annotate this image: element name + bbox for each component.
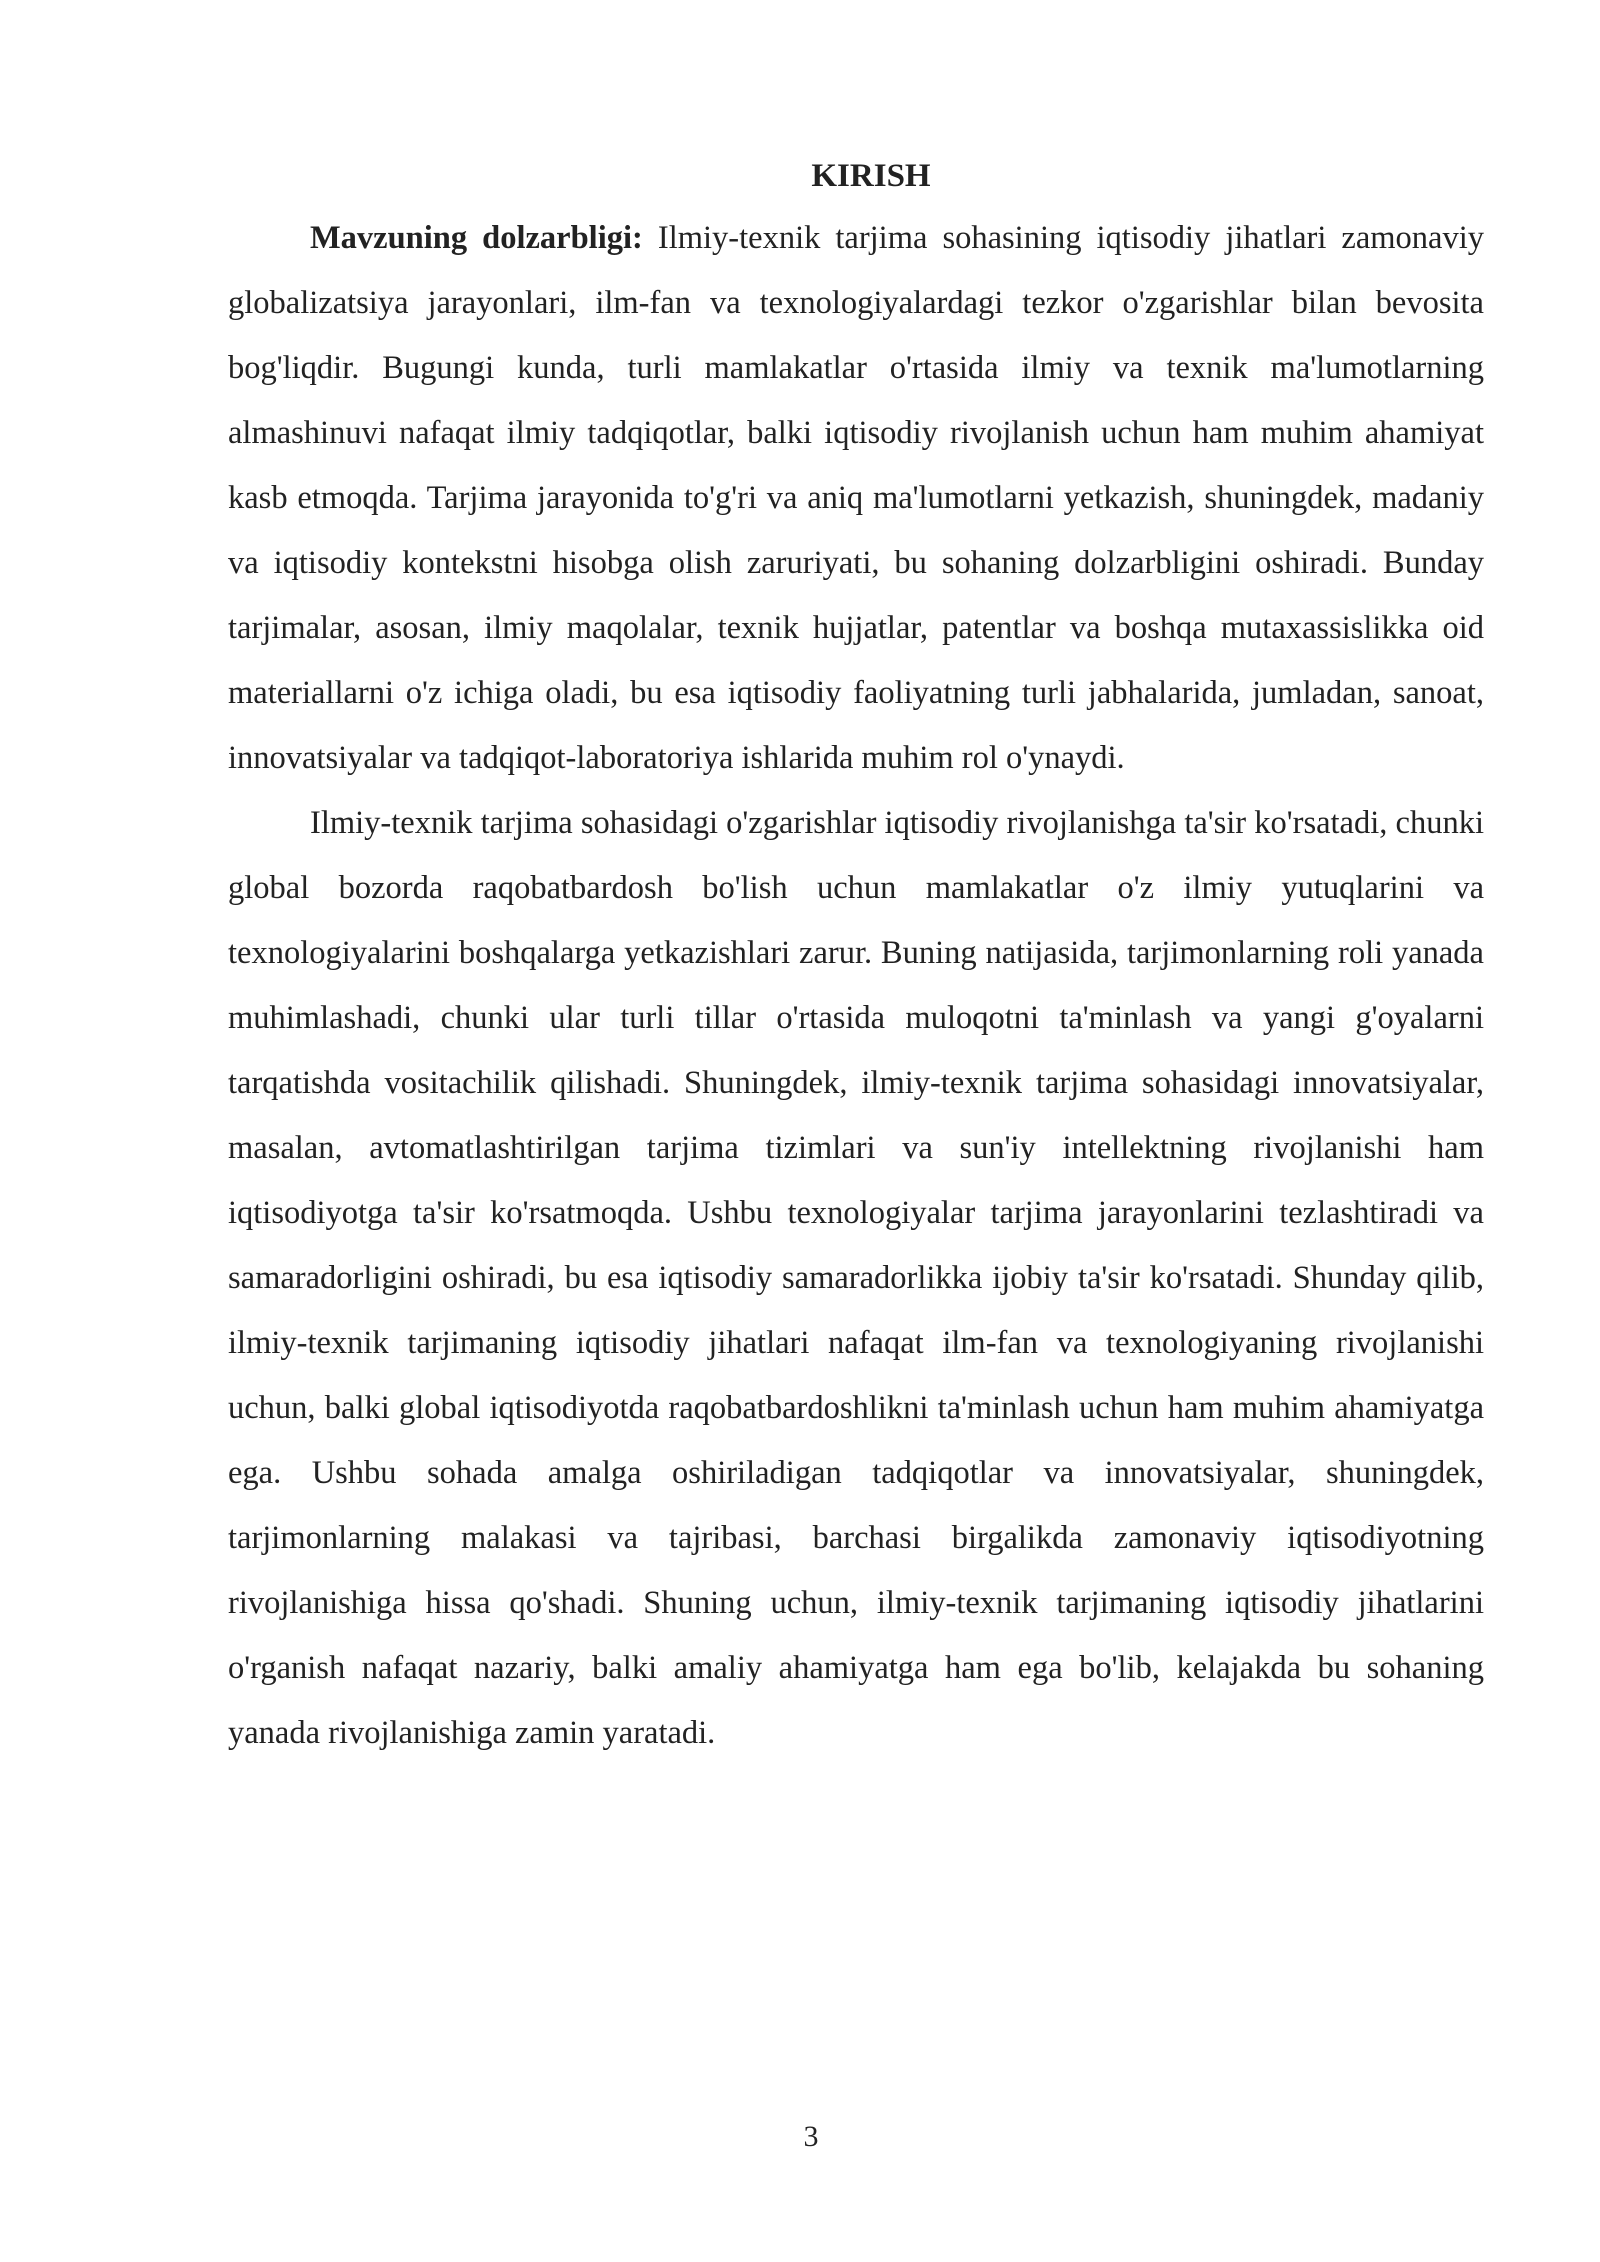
page-content xyxy=(228,146,1484,1766)
paragraph-lead: Mavzuning dolzarbligi: xyxy=(310,220,643,256)
paragraph-text: Ilmiy-texnik tarjima sohasining iqtisodiy jihatlari zamonaviy globalizatsiya jarayonlari, ilm-fan va texnologiyalardagi tezkor o'zgarishlar bilan bevosita bog'liqdir. Bugungi kunda, turli mamlakatlar o'rtasida ilmiy va texnik ma'lumotlarning almashinuvi nafaqat ilmiy tadqiqotlar, balki iqtisodiy rivojlanish uchun ham muhim ahamiyat kasb etmoqda. Tarjima jarayonida to'g'ri va aniq ma'lumotlarni yetkazish, shuningdek, madaniy va iqtisodiy kontekstni hisobga olish zaruriyati, bu sohaning dolzarbligini oshiradi. Bunday tarjimalar, asosan, ilmiy maqolalar, texnik hujjatlar, patentlar va boshqa mutaxassislikka oid materiallarni o'z ichiga oladi, bu esa iqtisodiy faoliyatning turli jabhalarida, jumladan, sanoat, innovatsiyalar va tadqiqot-laboratoriya ishlarida muhim rol o'ynaydi. xyxy=(228,220,1485,776)
paragraph-relevance xyxy=(228,206,1484,791)
paragraph-text: Ilmiy-texnik tarjima sohasidagi o'zgarishlar iqtisodiy rivojlanishga ta'sir ko'rsatadi, chunki global bozorda raqobatbardosh bo'lish uchun mamlakatlar o'z ilmiy yutuqlarini va texnologiyalarini boshqalarga yetkazishlari zarur. Buning natijasida, tarjimonlarning roli yanada muhimlashadi, chunki ular turli tillar o'rtasida muloqotni ta'minlash va yangi g'oyalarni tarqatishda vositachilik qilishadi. Shuningdek, ilmiy-texnik tarjima sohasidagi innovatsiyalar, masalan, avtomatlashtirilgan tarjima tizimlari va sun'iy intellektning rivojlanishi ham iqtisodiyotga ta'sir ko'rsatmoqda. Ushbu texnologiyalar tarjima jarayonlarini tezlashtiradi va samaradorligini oshiradi, bu esa iqtisodiy samaradorlikka ijobiy ta'sir ko'rsatadi. Shunday qilib, ilmiy-texnik tarjimaning iqtisodiy jihatlari nafaqat ilm-fan va texnologiyaning rivojlanishi uchun, balki global iqtisodiyotda raqobatbardoshlikni ta'minlash uchun ham muhim ahamiyatga ega. Ushbu sohada amalga oshiriladigan tadqiqotlar va innovatsiyalar, shuningdek, tarjimonlarning malakasi va tajribasi, barchasi birgalikda zamonaviy iqtisodiyotning rivojlanishiga hissa qo'shadi. Shuning uchun, ilmiy-texnik tarjimaning iqtisodiy jihatlarini o'rganish nafaqat nazariy, balki amaliy ahamiyatga ham ega bo'lib, kelajakda bu sohaning yanada rivojlanishiga zamin yaratadi. xyxy=(228,805,1484,1751)
paragraph-changes xyxy=(228,791,1484,1766)
page-number: 3 xyxy=(803,2120,819,2153)
section-heading: KIRISH xyxy=(811,158,931,194)
